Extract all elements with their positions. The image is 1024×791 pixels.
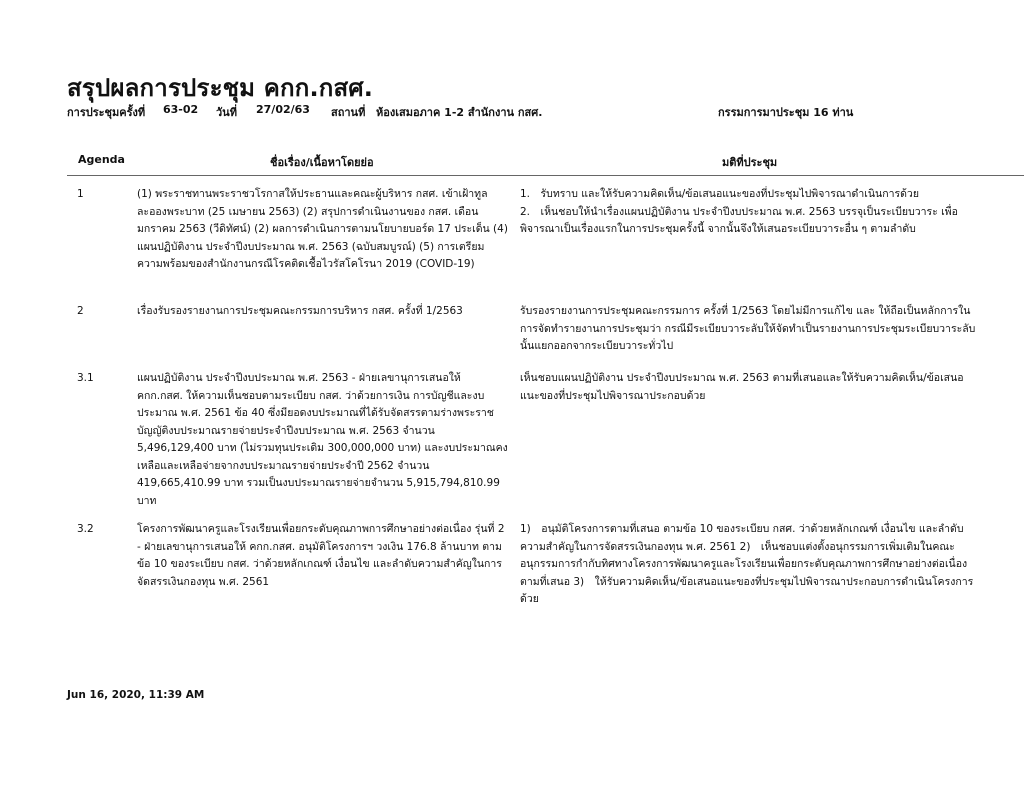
agenda-resolution: 1. รับทราบ และให้รับความคิดเห็น/ข้อเสนอแนะของที่ประชุมไปพิจารณาดำเนินการด้วย 2. เห็นชอบให้นำเรื่องแผนปฏิบัติงาน ประจำปีงบประมาณ พ.ศ. 2563 บรรจุเป็นระเบียบวาระ เพื่อพิจารณาเป็นเรื่องแรกในการประชุมครั้งนี้ จากนั้นจึงให้เสนอระเบียบวาระอื่น ๆ ตามลำดับ (520, 188, 958, 235)
meeting-date: 27/02/63 (256, 103, 310, 116)
agenda-topic: (1) พระราชทานพระราชวโรกาสให้ประธานและคณะผู้บริหาร กสศ. เข้าเฝ้าทูลละอองพระบาท (25 เมษายน 2563) (2) สรุปการดำเนินงานของ กสศ. เดือนมกราคม 2563 (วีดิทัศน์) (2) ผลการดำเนินการตามนโยบายบอร์ด 17 ประเด็น (4) แผนปฏิบัติงาน ประจำปีงบประมาณ พ.ศ. 2563 (ฉบับสมบูรณ์) (5) การเตรียมความพร้อมของสำนักงานกรณีโรคติดเชื้อไวรัสโคโรนา 2019 (COVID-19) (137, 188, 508, 270)
meeting-number-label: การประชุมครั้งที่ (67, 106, 146, 119)
agenda-resolution: รับรองรายงานการประชุมคณะกรรมการ ครั้งที่ 1/2563 โดยไม่มีการแก้ไข และ ให้ถือเป็นหลักการในการจัดทำรายงานการประชุมว่า กรณีมีระเบียบวาระลับให้จัดทำเป็นรายงานการประชุมระเบียบวาระลับนั้นแยกออกจากระเบียบวาระทั่วไป (520, 305, 976, 352)
agenda-resolution: เห็นชอบแผนปฏิบัติงาน ประจำปีงบประมาณ พ.ศ. 2563 ตามที่เสนอและให้รับความคิดเห็น/ข้อเสนอแนะของที่ประชุมไปพิจารณาประกอบด้วย (520, 372, 964, 402)
column-header-agenda: Agenda (78, 153, 125, 166)
page-title: สรุปผลการประชุม คกก.กสศ. (67, 74, 374, 102)
meeting-place-label: สถานที่ (331, 106, 366, 119)
agenda-topic: โครงการพัฒนาครูและโรงเรียนเพื่อยกระดับคุณภาพการศึกษาอย่างต่อเนื่อง รุ่นที่ 2 - ฝ่ายเลขานุการเสนอให้ คกก.กสศ. อนุมัติโครงการฯ วงเงิน 176.8 ล้านบาท ตามข้อ 10 ของระเบียบ กสศ. ว่าด้วยหลักเกณฑ์ เงื่อนไข และลำดับความสำคัญในการจัดสรรเงินกองทุน พ.ศ. 2561 (137, 523, 505, 588)
agenda-number: 1 (77, 188, 84, 200)
agenda-number: 3.2 (77, 523, 94, 535)
meeting-number: 63-02 (163, 103, 199, 116)
agenda-topic: แผนปฏิบัติงาน ประจำปีงบประมาณ พ.ศ. 2563 - ฝ่ายเลขานุการเสนอให้ คกก.กสศ. ให้ความเห็นชอบตามระเบียบ กสศ. ว่าด้วยการเงิน การบัญชีและงบประมาณ พ.ศ. 2561 ข้อ 40 ซึ่งมียอดงบประมาณที่ได้รับจัดสรรตามร่างพระราชบัญญัติงบประมาณรายจ่ายประจำปีงบประมาณ พ.ศ. 2563 จำนวน 5,496,129,400 บาท (ไม่รวมทุนประเดิม 300,000,000 บาท) และงบประมาณคงเหลือและเหลือจ่ายจากงบประมาณรายจ่ายประจำปี 2562 จำนวน 419,665,410.99 บาท รวมเป็นงบประมาณรายจ่ายจำนวน 5,915,794,810.99 บาท (137, 372, 508, 507)
agenda-number: 2 (77, 305, 84, 317)
agenda-resolution: 1) อนุมัติโครงการตามที่เสนอ ตามข้อ 10 ของระเบียบ กสศ. ว่าด้วยหลักเกณฑ์ เงื่อนไข และลำดับความสำคัญในการจัดสรรเงินกองทุน พ.ศ. 2561 2) เห็นชอบแต่งตั้งอนุกรรมการเพิ่มเติมในคณะอนุกรรมการกำกับทิศทางโครงการพัฒนาครูและโรงเรียนเพื่อยกระดับคุณภาพการศึกษาอย่างต่อเนื่อง ตามที่เสนอ 3) ให้รับความคิดเห็น/ข้อเสนอแนะของที่ประชุมไปพิจารณาประกอบการดำเนินโครงการด้วย (520, 523, 974, 605)
column-header-resolution: มติที่ประชุม (722, 156, 778, 169)
meeting-place: ห้องเสมอภาค 1-2 สำนักงาน กสศ. (376, 106, 543, 119)
print-timestamp: Jun 16, 2020, 11:39 AM (67, 689, 205, 701)
agenda-topic: เรื่องรับรองรายงานการประชุมคณะกรรมการบริหาร กสศ. ครั้งที่ 1/2563 (137, 305, 463, 317)
agenda-number: 3.1 (77, 372, 94, 384)
header-divider (67, 175, 1024, 176)
meeting-date-label: วันที่ (216, 106, 237, 119)
column-header-topic: ชื่อเรื่อง/เนื้อหาโดยย่อ (270, 156, 374, 169)
attendance-count: กรรมการมาประชุม 16 ท่าน (718, 106, 854, 119)
